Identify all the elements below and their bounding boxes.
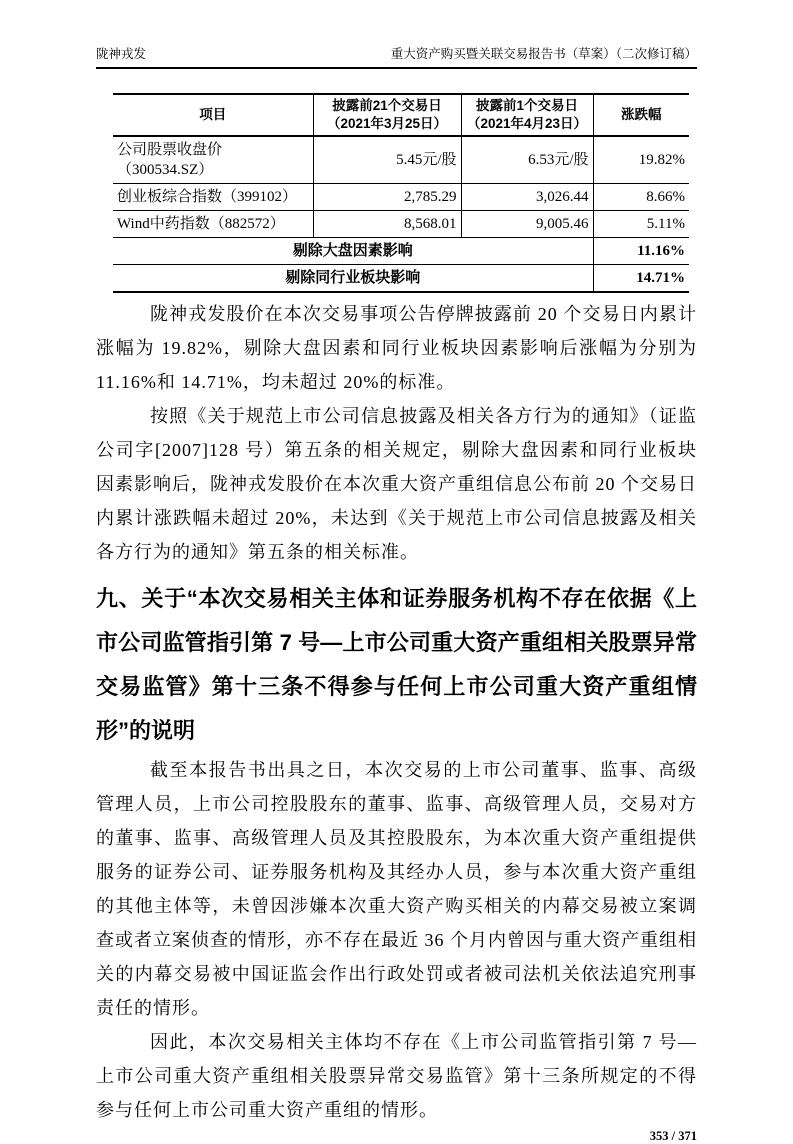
before21-value-cell: 2,785.29 <box>313 184 461 211</box>
before21-value-cell: 5.45元/股 <box>313 136 461 184</box>
table-header-row <box>113 94 689 136</box>
table-row <box>113 211 689 238</box>
page-header <box>96 46 697 69</box>
header-right-text: 重大资产购买暨关联交易报告书（草案）（二次修订稿） <box>390 47 697 61</box>
paragraph-final-conclusion: 因此，本次交易相关主体均不存在《上市公司监管指引第 7 号—上市公司重大资产重组相关股票异常交易监管》第十三条所规定的不得参与任何上市公司重大资产重组的情形。 <box>96 1032 697 1120</box>
item-cell: 公司股票收盘价（300534.SZ） <box>113 136 313 184</box>
before1-value-cell: 9,005.46 <box>461 211 593 238</box>
header-left-text: 陇神戎发 <box>96 47 147 61</box>
table-summary-row <box>113 265 689 293</box>
section-heading: 九、关于“本次交易相关主体和证券服务机构不存在依据《上市公司监管指引第 7 号—上市公司重大资产重组相关股票异常交易监管》第十三条不得参与任何上市公司重大资产重组情形”的说明 <box>96 586 697 743</box>
item-cell: Wind中药指数（882572） <box>113 211 313 238</box>
col-header-change: 涨跌幅 <box>593 94 689 136</box>
summary-label-cell: 剔除大盘因素影响 <box>113 238 593 265</box>
paragraph-regulation-conclusion: 按照《关于规范上市公司信息披露及相关各方行为的通知》（证监公司字[2007]128 号）第五条的相关规定，剔除大盘因素和同行业板块因素影响后，陇神戎发股价在本次重大资产重组信息公布前 20 个交易日内累计涨跌幅未超过 20%，未达到《关于规范上市公司信息披露及相关各方行为的通知》第五条的相关标准。 <box>96 406 697 562</box>
before1-value-cell: 6.53元/股 <box>461 136 593 184</box>
col-header-item: 项目 <box>113 94 313 136</box>
col-header-before21: 披露前21个交易日 （2021年3月25日） <box>313 94 461 136</box>
paragraph-price-change-summary: 陇神戎发股价在本次交易事项公告停牌披露前 20 个交易日内累计涨幅为 19.82%，剔除大盘因素和同行业板块因素影响后涨幅为分别为 11.16%和 14.71%，均未超过 20%的标准。 <box>96 304 697 392</box>
change-value-cell: 8.66% <box>593 184 689 211</box>
table-row <box>113 184 689 211</box>
table-row <box>113 136 689 184</box>
change-value-cell: 5.11% <box>593 211 689 238</box>
col-header-before1: 披露前1个交易日 （2021年4月23日） <box>461 94 593 136</box>
table-summary-row <box>113 238 689 265</box>
summary-change-cell: 11.16% <box>593 238 689 265</box>
item-cell: 创业板综合指数（399102） <box>113 184 313 211</box>
paragraph-insider-trading-statement: 截至本报告书出具之日，本次交易的上市公司董事、监事、高级管理人员，上市公司控股股东的董事、监事、高级管理人员，交易对方的董事、监事、高级管理人员及其控股股东，为本次重大资产重组提供服务的证券公司、证券服务机构及其经办人员，参与本次重大资产重组的其他主体等，未曾因涉嫌本次重大资产购买相关的内幕交易被立案调查或者立案侦查的情形，亦不存在最近 36 个月内曾因与重大资产重组相关的内幕交易被中国证监会作出行政处罚或者被司法机关依法追究刑事责任的情形。 <box>96 760 697 1018</box>
summary-label-cell: 剔除同行业板块影响 <box>113 265 593 293</box>
stock-price-change-table <box>113 93 689 293</box>
page-number: 353 / 371 <box>649 1129 697 1143</box>
summary-change-cell: 14.71% <box>593 265 689 293</box>
before21-value-cell: 8,568.01 <box>313 211 461 238</box>
change-value-cell: 19.82% <box>593 136 689 184</box>
before1-value-cell: 3,026.44 <box>461 184 593 211</box>
